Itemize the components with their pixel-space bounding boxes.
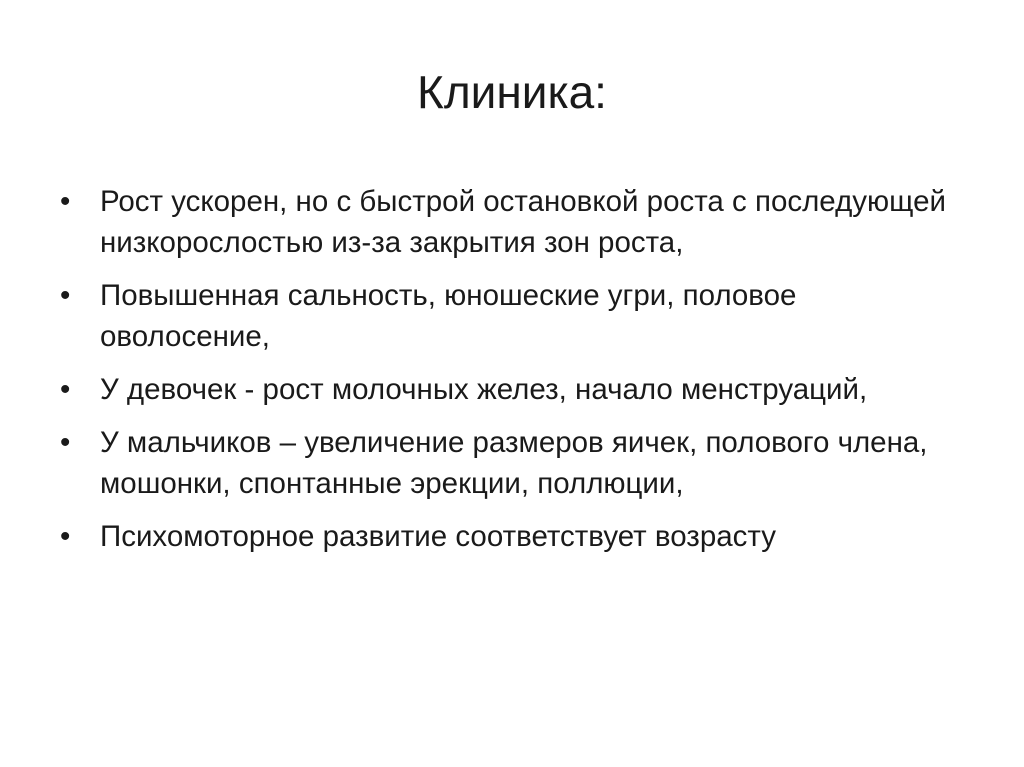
bullet-dot-icon: •	[60, 373, 71, 406]
bullet-dot-icon: •	[60, 279, 71, 312]
bullet-item	[60, 181, 960, 263]
bullet-item	[60, 369, 960, 410]
bullet-item	[60, 422, 960, 504]
bullet-text: У мальчиков – увеличение размеров яичек, полового члена, мошонки, спонтанные эрекции, поллюции,	[100, 426, 928, 500]
bullet-text: Психомоторное развитие соответствует возрасту	[100, 520, 776, 553]
bullet-item	[60, 516, 960, 557]
bullet-dot-icon: •	[60, 426, 71, 459]
bullet-dot-icon: •	[60, 520, 71, 553]
slide-title: Клиника:	[417, 66, 607, 118]
bullet-list	[60, 181, 960, 569]
bullet-text: У девочек - рост молочных желез, начало менструаций,	[100, 373, 868, 406]
bullet-text: Повышенная сальность, юношеские угри, половое оволосение,	[100, 279, 797, 353]
bullet-item	[60, 275, 960, 357]
bullet-dot-icon: •	[60, 185, 71, 218]
bullet-text: Рост ускорен, но с быстрой остановкой роста с последующей низкорослостью из-за закрытия зон роста,	[100, 185, 946, 259]
